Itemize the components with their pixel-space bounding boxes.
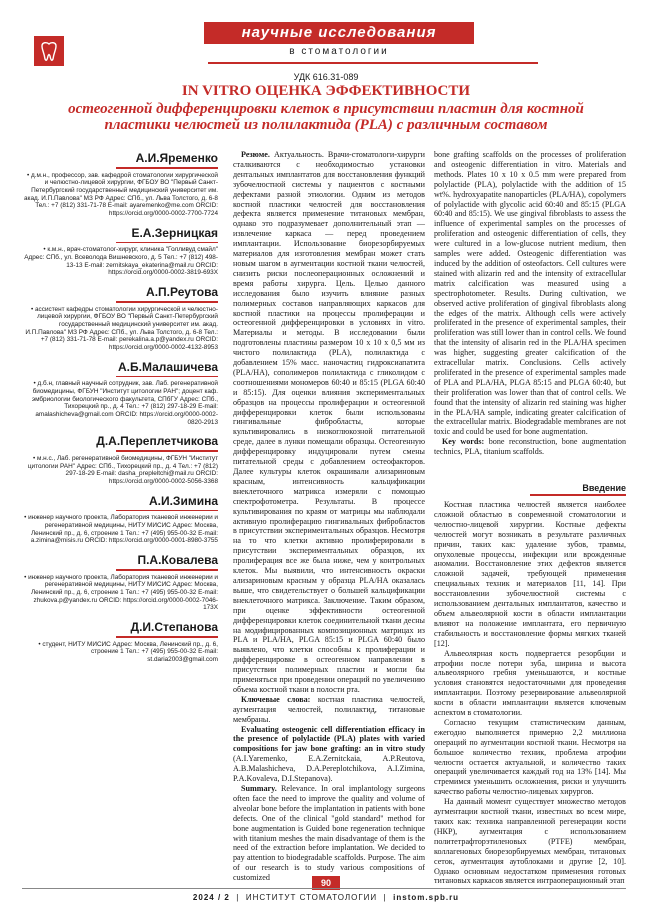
- introduction-paragraph: Костная пластика челюстей является наиболее сложной областью в современной стоматологии и челюстно-лицевой хирургии. Костные дефекты челюстей могут возникать в результате различных причин, таких как: удаление зубов, травмы, опухолевые процессы, инфекции или врожденные аномалии. Восстановление этих дефектов является сложной задачей, требующей применения специальных техник и материалов [11, 14]. При восстановлении зубочелюстной системы с использованием дентальных имплантатов, качество и объем альвеолярной кости в области имплантации влияют на положение имплантата, его первичную стабильность и восстановление формы мягких тканей [12].: [434, 500, 626, 648]
- keywords-en-label: Key words:: [442, 437, 485, 447]
- summary-label: Summary.: [241, 784, 277, 793]
- author-name: Д.И.Степанова: [130, 620, 218, 635]
- keywords-en: [434, 437, 626, 457]
- abstract-ru-text: Актуальность. Врачи-стоматологи-хирурги сталкиваются с необходимостью установки дентальных имплантатов для восстановления функций зубочелюстной системы у пациентов с костными дефектами разной этиологии. Одним из методов костной пластики челюстей для восстановления дефекта является применение титановых мембран, однако это подразумевает дополнительный этап — извлечение каркаса — перед проведением имплантации. Использование биорезорбируемых материалов для изготовления мембран может стать новым шагом в аугментации костной ткани челюстей, снизить риски послеоперационных осложнений и время работы хирурга. Цель. Целью данного исследования было изучить влияние разных полимерных составов направляющих каркасов для костной пластики на процессы пролиферации и остеогенной дифференцировки в условиях in vitro. Материалы и методы. В исследовании были подготовлены пластины размером 10 x 10 x 0,5 мм из чистого полилактида (PLA), полилактида с добавлением 15% масс. наночастиц гидроксиапатита (PLA/HA), сополимеров полилактида с гликолидом с соотношениями мономеров 60:40 и 85:15 (PLGA 60:40 и 85:15). Для оценки влияния экспериментальных образцов на процессы пролиферации и остеогенной дифференцировки клеток были использованы гингивальные фибробласты, которые культивировались в низкоглюкозной питательной среде, далее в лунки помещали образцы. Остеогенную дифференцировку индуцировали путем смены питательной среды с добавлением остеофакторов. Далее культуры клеток окрашивали ализариновым красным, интенсивность кальцификации внеклеточного матрикса измеряли с помощью спектрофотометра. Результаты. В процессе культивирования по краям от матрицы мы наблюдали активную пролиферацию гингивальных фибробластов в присутствии экспериментальных образцов. Несмотря на то что клетки активно пролиферировали в присутствии экспериментальных образцов, их пролиферация все же была ниже, чем у контрольных клеток. Мы выявили, что интенсивность окраски ализариновым красным у образца PLA/HA оказалась выше, что свидетельствует о большей кальцификации внеклеточного матрикса. Заключение. Таким образом, при оценке эффективности остеогенной дифференцировки клеток соединительной ткани десны на модифицированных композиционных матрицах из PLA и PLA/HA, PLGA 85:15 и PLGA 60:40 было выявлено, что клетки способны к пролиферации и дифференцировке в остеогенном направлении в присутствии полимерных пластин и могли бы применяться при проведении операций по увеличению объема костной ткани в полости рта.: [233, 150, 425, 694]
- abstract-en-authors: (A.I.Yaremenko, E.A.Zernitckaia, A.P.Reutova, A.B.Malashicheva, D.A.Pereplotchikova, A.I.Zimina, P.A.Kovaleva, D.I.Stepanova).: [233, 754, 425, 784]
- author-divider: [116, 450, 218, 452]
- author-details: • инженер научного проекта, Лаборатория тканевой инженерии и регенеративной медицины, НИТУ МИСИС Адрес: Москва, Ленинский пр., д. 6, строение 1 Тел.: +7 (495) 955-00-32 E-mail: zhukova.p@yandex.ru ORCID: https://orcid.org/0000-0002-7046-173X: [24, 573, 218, 612]
- abstract-en-heading: [233, 725, 425, 784]
- author-block: [22, 493, 218, 545]
- header-divider: [208, 62, 538, 64]
- footer-divider: [22, 888, 626, 889]
- author-block: [22, 619, 218, 664]
- author-name: А.И.Зимина: [148, 493, 218, 508]
- abstract-ru: [233, 150, 425, 695]
- abstract-en-title: Evaluating osteogenic cell differentiation efficacy in the presence of polylactide (PLA) plates with varied compositions for jaw bone grafting: an in vitro study: [233, 724, 425, 754]
- author-block: [22, 552, 218, 612]
- abstract-en-continuation: [434, 150, 626, 457]
- article-title-upper: IN VITRO ОЦЕНКА ЭФФЕКТИВНОСТИ: [181, 83, 471, 99]
- abstract-ru-label: Резюме.: [241, 150, 270, 159]
- footer-issue: 2024 / 2: [192, 893, 230, 902]
- author-divider: [116, 167, 218, 169]
- page-number: 90: [312, 876, 340, 890]
- introduction-column: [434, 500, 626, 886]
- author-details: • к.м.н., врач-стоматолог-хирург, клиника "Голливуд смайл" Адрес: СПб., ул. Всеволода Вишневского, д. 5 Тел.: +7 (812) 498-13-13 E-mail: zernitskaya_ekaterina@mail.ru ORCID: https://orcid.org/0000-0002-3819-693X: [24, 246, 218, 277]
- introduction-paragraph: Альвеолярная кость подвергается резорбции и атрофии после потери зуба, ширина и высота альвеолярного гребня уменьшаются, и костные условия становятся недостаточными для проведения имплантации. Поэтому резервирование альвеолярной кости в области имплантации является ключевым аспектом в стоматологии.: [434, 648, 626, 718]
- article-title-italic: остеогенной дифференцировки клеток в присутствии пластин для костной пластики челюстей из полилактида (PLA) с различным составом: [68, 101, 584, 133]
- author-details: • студент, НИТУ МИСИС Адрес: Москва, Ленинский пр., д. 6, строение 1 Тел.: +7 (495) 955-00-32 E-mail: st.daria2003@gmail.com: [38, 640, 218, 664]
- keywords-en-text: bone reconstruction, bone augmentation technics, PLA, titanium scaffolds.: [434, 437, 626, 457]
- author-block: [22, 150, 218, 218]
- author-details: • д.м.н., профессор, зав. кафедрой стоматологии хирургической и челюстно-лицевой хирургии, ФГБОУ ВО "Первый Санкт-Петербургский государственный медицинский университет им. акад. И.П.Павлова" МЗ РФ Адрес: СПб., ул. Льва Толстого, д. 6-8 Тел.: +7 (812) 331-71-78 E-mail: ayaremenko@me.com ORCID: https://orcid.org/0000-0002-7700-7724: [23, 171, 218, 218]
- journal-subtitle: в стоматологии: [289, 46, 389, 57]
- journal-logo: [34, 36, 64, 66]
- journal-title: научные исследования: [204, 22, 474, 44]
- author-details: • д.б.н, главный научный сотрудник, зав. Лаб. регенеративной биомедицины, ФГБУН "Институт цитологии РАН"; доцент каф. эмбриологии биологического факультета, СПбГУ Адрес: СПб., Тихорецкий пр., д. 4 Тел.: +7 (812) 297-18-29 E-mail: amalashicheva@gmail.com ORCID: https://orcid.org/0000-0002-0820-2913: [31, 380, 218, 426]
- author-name: А.П.Реутова: [146, 285, 218, 300]
- author-name: Д.А.Переплетчикова: [96, 434, 218, 449]
- author-block: [22, 225, 218, 277]
- author-divider: [116, 301, 218, 303]
- summary-text-part2: bone grafting scaffolds on the processes of proliferation and osteogenic differentiation in vitro. Materials and methods. Plates 10 x 10 x 0.5 mm were prepared from polylactide (PLA), polylactide with the addition of 15 wt%. hydroxyapatite nanoparticles (PLA/HA), copolymers of polylactide with glycolic acid 60:40 and 85:15 (PLGA 60:40 and 85:15). We use gingival fibroblasts to assess the influence of experimental samples on the processes of proliferation and osteogenic differentiation of cells, they were cultured in a low-glucose nutrient medium, then samples were added. Osteogenic differentiation was induced by the addition of osteofactors. Cell cultures were stained with alizarin red and the intensity of extracellular matrix calcification was measured using a spectrophotometer. Results. During cultivation, we observed active proliferation of gingival fibroblasts along the edges of the matrix. Although cells were actively proliferated in the presence of experimental samples, their proliferation was still lower than in control cells. We found that the intensity of alisarin red in the PLA/HA specimen was higher, suggesting greater calcification of the extracellular matrix. Conclusions. Cells actively proliferated in the presence of experimental samples made of PLA and PLA/HA, PLGA 85:15 and PLGA 60:40, but their proliferation was lower than that of control cells. We found that the intensity of alizarin red staining was higher in the PLA/HA sample, indicating greater calcification of the extracellular matrix. Biodegradable membranes are not toxic and could be used for bone augmentation.: [434, 150, 626, 437]
- abstract-en-part1: [233, 784, 425, 883]
- footer: 2024 / 2 | ИНСТИТУТ СТОМАТОЛОГИИ | instom.spb.ru: [192, 893, 460, 902]
- footer-site: instom.spb.ru: [393, 893, 460, 902]
- author-details: • ассистент кафедры стоматологии хирургической и челюстно-лицевой хирургии, ФГБОУ ВО "Первый Санкт-Петербургский государственный медицинский университет им. акад. И.П.Павлова" МЗ РФ Адрес: СПб., ул. Льва Толстого, д. 6-8 Тел.: +7 (812) 331-71-78 E-mail: perekalina.a.p@yandex.ru ORCID: https://orcid.org/0000-0002-4132-8953: [25, 305, 218, 352]
- author-name: Е.А.Зерницкая: [131, 225, 218, 240]
- author-details: • инженер научного проекта, Лаборатория тканевой инженерии и регенеративной медицины, НИТУ МИСИС Адрес: Москва, Ленинский пр., д. 6, строение 1 Тел.: +7 (495) 955-00-32 E-mail: a.zimina@misis.ru ORCID: https://orcid.org/0000-0001-8980-3755: [24, 514, 218, 545]
- introduction-divider: [530, 494, 626, 496]
- keywords-ru-label: Ключевые слова:: [241, 694, 311, 704]
- author-block: [22, 284, 218, 352]
- author-name: П.А.Ковалева: [137, 553, 218, 568]
- tooth-logo-icon: [38, 40, 60, 62]
- author-details: • м.н.с., Лаб. регенеративной биомедицины, ФГБУН "Институт цитологии РАН" Адрес: СПб., Тихорецкий пр., д. 4 Тел.: +7 (812) 297-18-29 E-mail: dasha_prepleltchi@mail.ru ORCID: https://orcid.org/0000-0002-5056-3368: [27, 454, 218, 486]
- author-divider: [116, 636, 218, 638]
- authors-column: [22, 150, 218, 671]
- summary-text-part1: Relevance. In oral implantology surgeons often face the need to improve the quality and volume of alveolar bone before the implantation in patients with bone defects. One of the clinical "gold standard" method for bone augmentation is Guided bone regeneration technique with titanium meshes the main disadvantage of them is the need of the extraction before implantation. We decided to pay attention to biodegradable scaffolds. Purpose. The aim of our research is to study various compositions of customized: [233, 784, 425, 883]
- author-divider: [116, 569, 218, 571]
- author-divider: [116, 510, 218, 512]
- author-block: [22, 433, 218, 485]
- author-divider: [116, 376, 218, 378]
- introduction-heading: Введение: [582, 483, 626, 493]
- footer-publisher: ИНСТИТУТ СТОМАТОЛОГИИ: [245, 893, 378, 902]
- keywords-ru: [233, 695, 425, 725]
- author-divider: [116, 242, 218, 244]
- udk-code: УДК 616.31-089: [293, 72, 359, 82]
- author-block: [22, 359, 218, 427]
- introduction-paragraph: На данный момент существует множество методов аугментации костной ткани, известных во всем мире, таких как: техника направленной регенерации кости (НКР), аугментация с использованием политетрафторэтиленовых (PTFE) мембран, коллагеновых биорезорбируемых мембран, титановых сеток, аугментация аутоблоками и другие [2, 10]. Однако основным недостатком применения готовых титановых каркасов является интраоперационный этап: [434, 797, 626, 886]
- keywords-ru-text: костная пластика челюстей, аугментация челюстей, полилактид, титановые мембраны.: [233, 694, 425, 724]
- author-name: А.И.Яременко: [135, 151, 218, 165]
- author-name: А.Б.Малашичева: [118, 359, 218, 374]
- introduction-paragraph: Согласно текущим статистическим данным, ежегодно выполняется примерно 2,2 миллиона операций по аугментации костной ткани. Несмотря на большое количество техник, проблема атрофии челюсти остается актуальной, и количество таких операций увеличивается каждый год на 13% [14]. Мы стремимся уменьшить осложнения, риски и улучшить качество работы челюстно-лицевых хирургов.: [434, 717, 626, 797]
